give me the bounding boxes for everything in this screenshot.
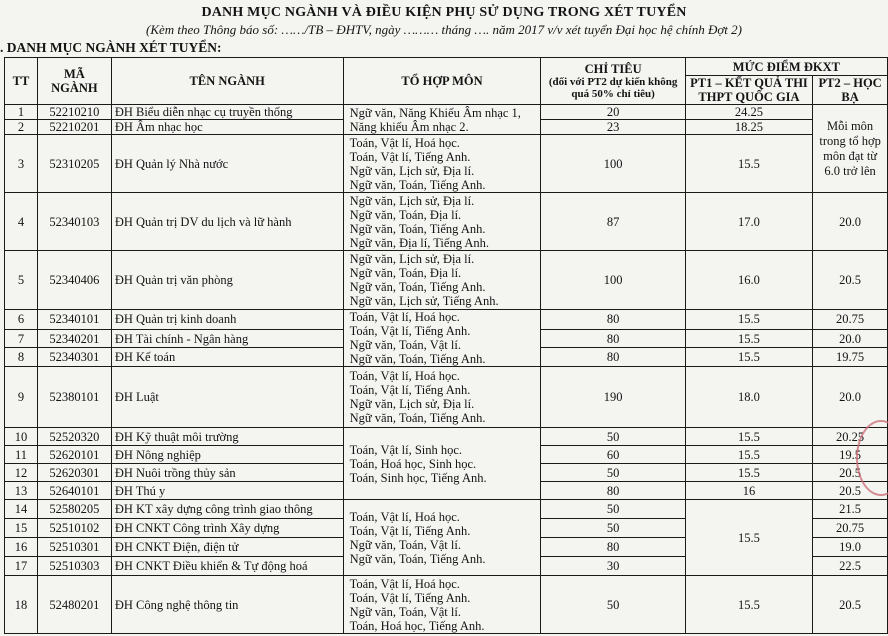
cell-tt: 13 [5, 482, 38, 500]
cell-name: ĐH Công nghệ thông tin [111, 576, 343, 634]
cell-combo [343, 135, 541, 193]
cell-code: 52210210 [37, 105, 111, 120]
cell-quota: 80 [541, 310, 685, 330]
combo-line: Ngữ văn, Lịch sử, Địa lí. [349, 252, 475, 266]
cell-name: ĐH Nuôi trồng thủy sản [111, 464, 343, 482]
cell-quota: 100 [541, 251, 685, 310]
cell-name: ĐH Quản trị văn phòng [111, 251, 343, 310]
cell-tt: 15 [5, 519, 38, 538]
table-header-row [5, 58, 888, 76]
cell-quota: 20 [541, 105, 685, 120]
cell-pt1: 15.5 [685, 464, 812, 482]
cell-quota: 50 [541, 519, 685, 538]
table-row [5, 576, 888, 634]
cell-code: 52340101 [37, 310, 111, 330]
combo-line: Ngữ văn, Toán, Tiếng Anh. [349, 221, 486, 236]
combo-line: Toán, Vật lí, Tiếng Anh. [349, 324, 471, 338]
combo-line: Toán, Vật lí, Tiếng Anh. [349, 590, 471, 605]
combo-line: Toán, Hoá học, Tiếng Anh. [349, 618, 485, 633]
combo-line: Ngữ văn, Toán, Tiếng Anh. [349, 177, 486, 192]
cell-combo [343, 105, 541, 135]
combo-line: Ngữ văn, Toán, Vật lí. [349, 537, 461, 552]
cell-pt2: 20.5 [813, 576, 888, 634]
cell-pt1: 18.0 [685, 367, 812, 428]
cell-pt1: 15.5 [685, 348, 812, 367]
cell-tt: 10 [5, 428, 38, 446]
combo-line: Toán, Vật lí, Tiếng Anh. [349, 383, 471, 397]
cell-pt2: 19.5 [813, 446, 888, 464]
cell-pt1: 17.0 [685, 193, 812, 251]
cell-pt2: 20.75 [813, 310, 888, 330]
page-title: DANH MỤC NGÀNH VÀ ĐIỀU KIỆN PHỤ SỬ DỤNG TRONG XÉT TUYỂN [201, 5, 687, 20]
cell-pt2: 20.0 [813, 193, 888, 251]
cell-name: ĐH Thú y [111, 482, 343, 500]
cell-code: 52340301 [37, 348, 111, 367]
cell-pt1: 15.5 [685, 446, 812, 464]
cell-pt2: 20.5 [813, 482, 888, 500]
cell-quota: 80 [541, 348, 685, 367]
cell-tt: 4 [5, 193, 38, 251]
cell-code: 52510303 [37, 557, 111, 576]
page-subtitle: (Kèm theo Thông báo số: ……/TB – ĐHTV, ngày ……… tháng …. năm 2017 v/v xét tuyển Đại học hệ chính Đợt 2) [146, 22, 742, 37]
combo-line: Năng khiếu Âm nhạc 2. [349, 119, 469, 134]
section-title: . DANH MỤC NGÀNH XÉT TUYỂN: [0, 40, 222, 55]
cell-quota: 50 [541, 428, 685, 446]
cell-pt2: 20.5 [813, 464, 888, 482]
cell-name: ĐH Quản trị DV du lịch và lữ hành [111, 193, 343, 251]
combo-line: Ngữ văn, Lịch sử, Tiếng Anh. [349, 294, 499, 308]
combo-line: Ngữ văn, Toán, Tiếng Anh. [349, 352, 486, 366]
cell-pt1: 15.5 [685, 576, 812, 634]
cell-pt1: 15.5 [685, 310, 812, 330]
cell-pt2-note: Mỗi môn trong tổ hợp môn đạt từ 6.0 trở lên [813, 105, 888, 193]
table-row [5, 367, 888, 428]
cell-pt1: 15.5 [685, 428, 812, 446]
cell-pt2: 20.0 [813, 367, 888, 428]
cell-name: ĐH Quản lý Nhà nước [111, 135, 343, 193]
cell-tt: 8 [5, 348, 38, 367]
cell-combo [343, 428, 541, 500]
cell-quota: 87 [541, 193, 685, 251]
cell-tt: 16 [5, 538, 38, 557]
header-quota-label: CHỈ TIÊU [584, 62, 642, 76]
combo-line: Ngữ văn, Địa lí, Tiếng Anh. [349, 235, 490, 250]
cell-pt1: 18.25 [685, 120, 812, 135]
admission-table [4, 57, 888, 634]
cell-pt1: 15.5 [685, 329, 812, 348]
cell-quota: 190 [541, 367, 685, 428]
cell-name: ĐH Biểu diễn nhạc cụ truyền thống [111, 105, 343, 120]
cell-tt: 11 [5, 446, 38, 464]
cell-name: ĐH Quản trị kinh doanh [111, 310, 343, 330]
combo-line: Ngữ văn, Toán, Địa lí. [349, 266, 462, 280]
header-score: MỨC ĐIỂM ĐKXT [685, 58, 887, 76]
cell-code: 52380101 [37, 367, 111, 428]
cell-code: 52510301 [37, 538, 111, 557]
cell-quota: 50 [541, 576, 685, 634]
table-row [5, 428, 888, 446]
cell-pt2: 19.75 [813, 348, 888, 367]
cell-code: 52340201 [37, 329, 111, 348]
combo-line: Ngữ văn, Toán, Tiếng Anh. [349, 411, 486, 425]
cell-combo [343, 367, 541, 428]
cell-pt2: 20.25 [813, 428, 888, 446]
combo-line: Ngữ văn, Lịch sử, Địa lí. [349, 163, 475, 178]
combo-line: Ngữ văn, Toán, Vật lí. [349, 338, 461, 352]
cell-combo [343, 251, 541, 310]
table-row [5, 310, 888, 330]
combo-line: Toán, Vật lí, Hoá học. [349, 310, 460, 324]
cell-combo [343, 576, 541, 634]
cell-pt2: 20.75 [813, 519, 888, 538]
cell-name: ĐH CNKT Công trình Xây dựng [111, 519, 343, 538]
cell-tt: 2 [5, 120, 38, 135]
cell-code: 52340406 [37, 251, 111, 310]
cell-tt: 17 [5, 557, 38, 576]
combo-line: Toán, Vật lí, Hoá học. [349, 369, 460, 383]
cell-pt2: 21.5 [813, 500, 888, 519]
cell-tt: 3 [5, 135, 38, 193]
cell-name: ĐH Luật [111, 367, 343, 428]
combo-line: Ngữ văn, Toán, Địa lí. [349, 207, 462, 222]
cell-name: ĐH Tài chính - Ngân hàng [111, 329, 343, 348]
cell-name: ĐH CNKT Điều khiển & Tự động hoá [111, 557, 343, 576]
cell-code: 52340103 [37, 193, 111, 251]
cell-code: 52210201 [37, 120, 111, 135]
combo-line: Ngữ văn, Toán, Tiếng Anh. [349, 551, 486, 566]
header-name: TÊN NGÀNH [111, 58, 343, 105]
table-row [5, 193, 888, 251]
cell-code: 52310205 [37, 135, 111, 193]
cell-pt1: 15.5 [685, 500, 812, 576]
combo-line: Ngữ văn, Lịch sử, Địa lí. [349, 397, 475, 411]
cell-combo [343, 310, 541, 367]
cell-pt2: 20.5 [813, 251, 888, 310]
cell-tt: 9 [5, 367, 38, 428]
cell-code: 52520320 [37, 428, 111, 446]
cell-quota: 50 [541, 500, 685, 519]
cell-code: 52480201 [37, 576, 111, 634]
cell-code: 52620301 [37, 464, 111, 482]
combo-line: Ngữ văn, Toán, Vật lí. [349, 604, 461, 619]
header-pt2: PT2 – HỌC BẠ [813, 76, 888, 105]
combo-line: Ngữ văn, Lịch sử, Địa lí. [349, 193, 475, 208]
table-row [5, 251, 888, 310]
cell-quota: 80 [541, 329, 685, 348]
combo-line: Toán, Vật lí, Tiếng Anh. [349, 523, 471, 538]
cell-pt2: 20.0 [813, 329, 888, 348]
header-pt1: PT1 – KẾT QUẢ THI THPT QUỐC GIA [685, 76, 812, 105]
cell-tt: 6 [5, 310, 38, 330]
combo-line: Toán, Vật lí, Hoá học. [349, 135, 460, 150]
header-combo: TỔ HỢP MÔN [343, 58, 541, 105]
cell-pt2: 22.5 [813, 557, 888, 576]
cell-tt: 5 [5, 251, 38, 310]
cell-quota: 23 [541, 120, 685, 135]
cell-code: 52620101 [37, 446, 111, 464]
combo-line: Toán, Hoá học, Sinh học. [349, 456, 477, 471]
cell-name: ĐH CNKT Điện, điện tử [111, 538, 343, 557]
combo-line: Toán, Vật lí, Hoá học. [349, 509, 460, 524]
header-code: MÃ NGÀNH [37, 58, 111, 105]
cell-code: 52510102 [37, 519, 111, 538]
combo-line: Toán, Vật lí, Hoá học. [349, 576, 460, 591]
cell-quota: 100 [541, 135, 685, 193]
cell-quota: 80 [541, 538, 685, 557]
cell-combo [343, 193, 541, 251]
table-row [5, 500, 888, 519]
cell-pt2: 19.0 [813, 538, 888, 557]
cell-name: ĐH Âm nhạc học [111, 120, 343, 135]
cell-quota: 30 [541, 557, 685, 576]
cell-name: ĐH KT xây dựng công trình giao thông [111, 500, 343, 519]
header-quota [541, 58, 685, 105]
cell-combo [343, 500, 541, 576]
cell-code: 52580205 [37, 500, 111, 519]
combo-line: Toán, Sinh học, Tiếng Anh. [349, 470, 487, 485]
cell-pt1: 16 [685, 482, 812, 500]
combo-line: Toán, Vật lí, Sinh học. [349, 442, 463, 457]
cell-tt: 7 [5, 329, 38, 348]
cell-tt: 12 [5, 464, 38, 482]
header-tt: TT [5, 58, 38, 105]
cell-tt: 18 [5, 576, 38, 634]
combo-line: Ngữ văn, Năng Khiếu Âm nhạc 1, [349, 105, 521, 120]
header-quota-note: (đối với PT2 dự kiến không quá 50% chỉ tiêu) [548, 76, 678, 100]
cell-tt: 14 [5, 500, 38, 519]
cell-pt1: 16.0 [685, 251, 812, 310]
cell-quota: 80 [541, 482, 685, 500]
table-row [5, 135, 888, 193]
cell-name: ĐH Nông nghiệp [111, 446, 343, 464]
table-row [5, 105, 888, 120]
cell-code: 52640101 [37, 482, 111, 500]
cell-tt: 1 [5, 105, 38, 120]
cell-pt1: 24.25 [685, 105, 812, 120]
cell-name: ĐH Kỹ thuật môi trường [111, 428, 343, 446]
cell-quota: 50 [541, 464, 685, 482]
cell-quota: 60 [541, 446, 685, 464]
cell-name: ĐH Kế toán [111, 348, 343, 367]
combo-line: Ngữ văn, Toán, Tiếng Anh. [349, 280, 486, 294]
combo-line: Toán, Vật lí, Tiếng Anh. [349, 149, 471, 164]
cell-pt1: 15.5 [685, 135, 812, 193]
